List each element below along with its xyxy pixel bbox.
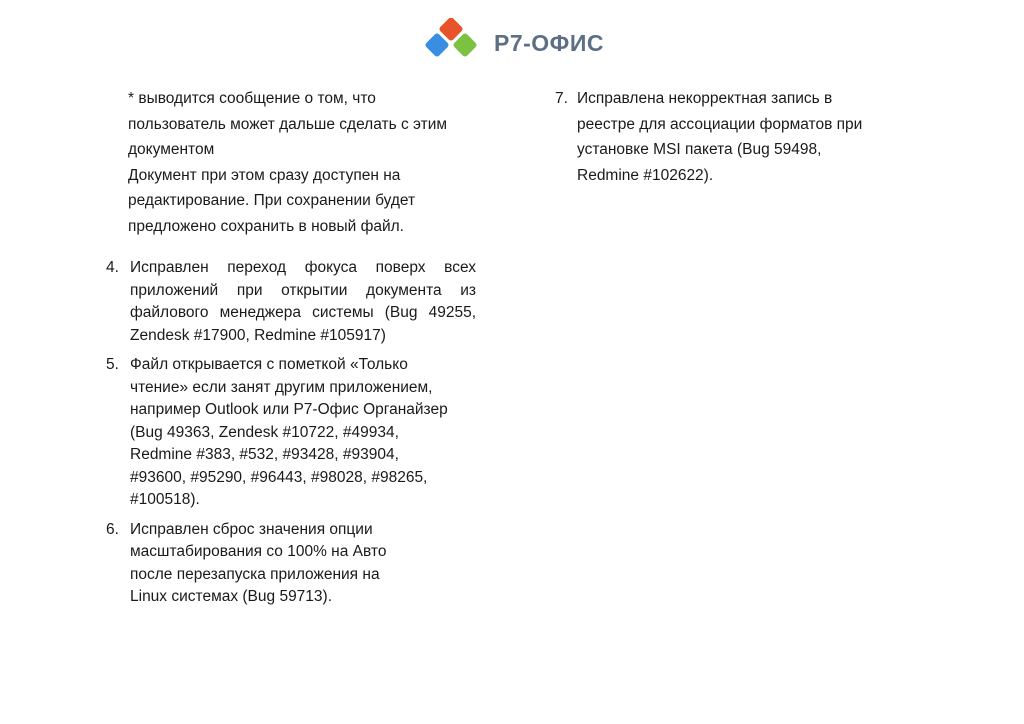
fix-list-left [106,257,476,609]
note-block [106,86,476,239]
left-column [106,86,476,616]
logo-diamonds-icon [422,18,488,68]
list-item-number: 7. [555,90,568,107]
list-item [106,519,476,609]
note-line-2: Документ при этом сразу доступен на редактирование. При сохранении будет предложено сохранить в новый файл. [128,166,416,235]
list-item-text: Исправлен сброс значения опции масштабирования со 100% на Авто после перезапуска приложения на Linux системах (Bug 59713). [130,520,387,605]
list-item [106,257,476,347]
r7-office-logo [422,18,604,68]
fix-list-right [555,86,875,188]
right-column [555,86,875,195]
list-item-text: Файл открывается с пометкой «Только чтение» если занят другим приложением, например Outlook или Р7-Офис Органайзер (Bug 49363, Zendesk #10722, #49934, Redmine #383, #532, #93428, #93904, #93600, #95290, #96443, #98028, #98265, #100518). [130,356,448,508]
list-item [555,86,875,188]
list-item-number: 4. [106,259,119,276]
list-item-number: 5. [106,356,119,373]
logo-text: Р7-ОФИС [494,29,604,56]
list-item-text: Исправлена некорректная запись в реестре для ассоциации форматов при установке MSI пакета (Bug 59498, Redmine #102622). [577,90,863,184]
list-item-number: 6. [106,520,119,538]
list-item [106,354,476,512]
note-line-1: * выводится сообщение о том, что пользователь может дальше сделать с этим документом [128,90,448,158]
list-item-text: Исправлен переход фокуса поверх всех приложений при открытии документа из файлового менеджера системы (Bug 49255, Zendesk #17900, Redmine #105917) [130,259,476,344]
